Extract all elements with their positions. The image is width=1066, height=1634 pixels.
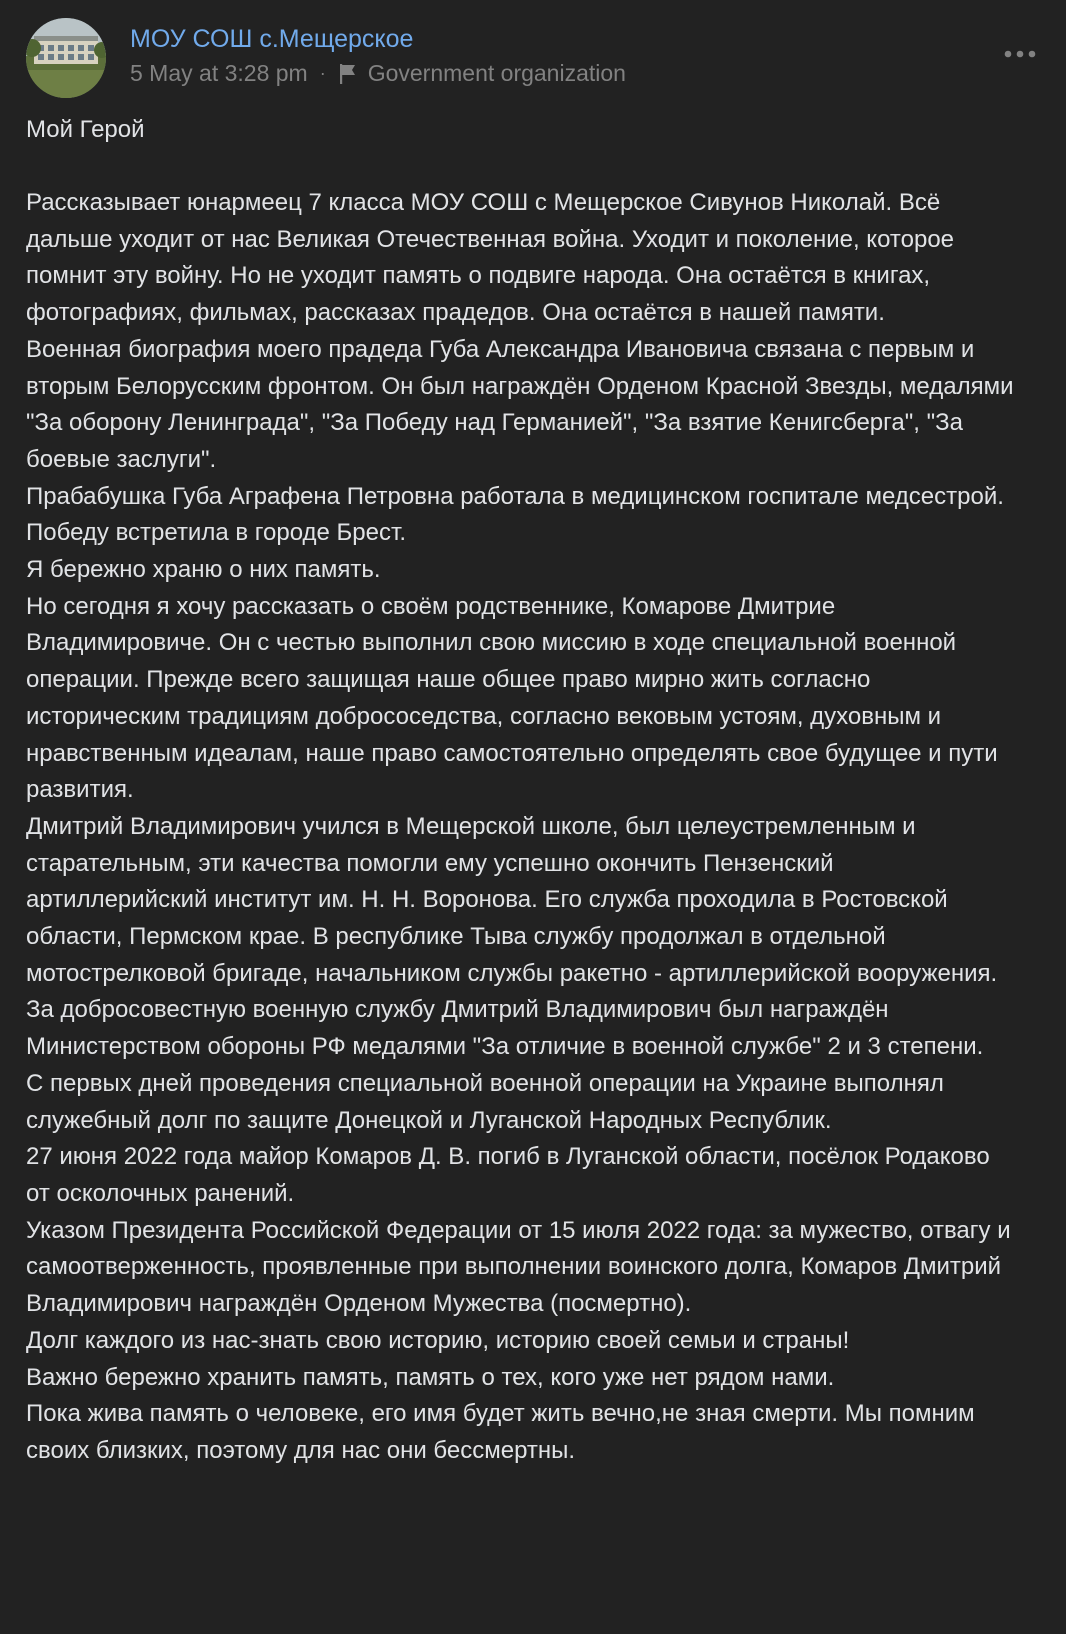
- post-paragraph: Важно бережно хранить память, память о тех, кого уже нет рядом нами.: [26, 1363, 835, 1391]
- post-paragraph: Рассказывает юнармеец 7 класса МОУ СОШ с Мещерское Сивунов Николай. Всё дальше уходит от нас Великая Отечественная война. Уходит и поколение, которое помнит эту войну. Но не уходит память о подвиге народа. Она остаётся в книгах, фотографиях, фильмах, рассказах прадедов. Она остаётся в нашей памяти.: [26, 189, 955, 327]
- flag-icon: [338, 62, 358, 84]
- org-type-label: Government organization: [367, 60, 626, 86]
- post-timestamp[interactable]: 5 May at 3:28 pm: [130, 60, 308, 86]
- post-paragraph: Долг каждого из нас-знать свою историю, историю своей семьи и страны!: [26, 1326, 850, 1354]
- avatar[interactable]: [26, 18, 106, 98]
- post-paragraph: Указом Президента Российской Федерации от 15 июля 2022 года: за мужество, отвагу и самоотверженность, проявленные при выполнении воинского долга, Комаров Дмитрий Владимирович награждён Орденом Мужества (посмертно).: [26, 1216, 1011, 1318]
- post-paragraph: Пока жива память о человеке, его имя будет жить вечно,не зная смерти. Мы помним своих близких, поэтому для нас они бессмертны.: [26, 1400, 975, 1464]
- post-paragraph: Военная биография моего прадеда Губа Александра Ивановича связана с первым и вторым Белорусским фронтом. Он был награждён Орденом Красной Звезды, медалями "За оборону Ленинграда", "За Победу над Германией", "За взятие Кенигсберга", "За боевые заслуги".: [26, 335, 1014, 473]
- post-paragraph: Но сегодня я хочу рассказать о своём родственнике, Комарове Дмитрие Владимировиче. Он с честью выполнил свою миссию в ходе специальной военной операции. Прежде всего защищая наше общее право мирно жить согласно историческим традициям добрососедства, согласно вековым устоям, духовным и нравственным идеалам, наше право самостоятельно определять свое будущее и пути развития.: [26, 592, 998, 804]
- post-paragraph: 27 июня 2022 года майор Комаров Д. В. погиб в Луганской области, посёлок Родаково от осколочных ранений.: [26, 1143, 990, 1207]
- more-options-button[interactable]: [1000, 40, 1040, 68]
- meta-separator: ·: [319, 63, 326, 83]
- post-meta: [130, 58, 626, 88]
- school-building-image: [26, 18, 106, 98]
- post-title: Мой Герой: [26, 116, 145, 143]
- post-body: [26, 185, 1016, 1470]
- post-paragraph: Прабабушка Губа Аграфена Петровна работала в медицинском госпитале медсестрой. Победу встретила в городе Брест.: [26, 482, 1004, 547]
- post-paragraph: Дмитрий Владимирович учился в Мещерской школе, был целеустремленным и старательным, эти качества помогли ему успешно окончить Пензенский артиллерийский институт им. Н. Н. Воронова. Его служба проходила в Ростовской области, Пермском крае. В республике Тыва службу продолжал в отдельной мотострелковой бригаде, начальником службы ракетно - артиллерийской вооружения. За добросовестную военную службу Дмитрий Владимирович был награждён Министерством обороны РФ медалями "За отличие в военной службе" 2 и 3 степени.: [26, 812, 998, 1061]
- more-horizontal-icon: [1004, 50, 1036, 58]
- author-block: [130, 24, 626, 88]
- post-paragraph: Я бережно храню о них память.: [26, 556, 381, 584]
- post-header: [26, 18, 1040, 94]
- author-name-link[interactable]: МОУ СОШ с.Мещерское: [130, 25, 414, 53]
- post-paragraph: С первых дней проведения специальной военной операции на Украине выполнял служебный долг по защите Донецкой и Луганской Народных Республик.: [26, 1069, 944, 1134]
